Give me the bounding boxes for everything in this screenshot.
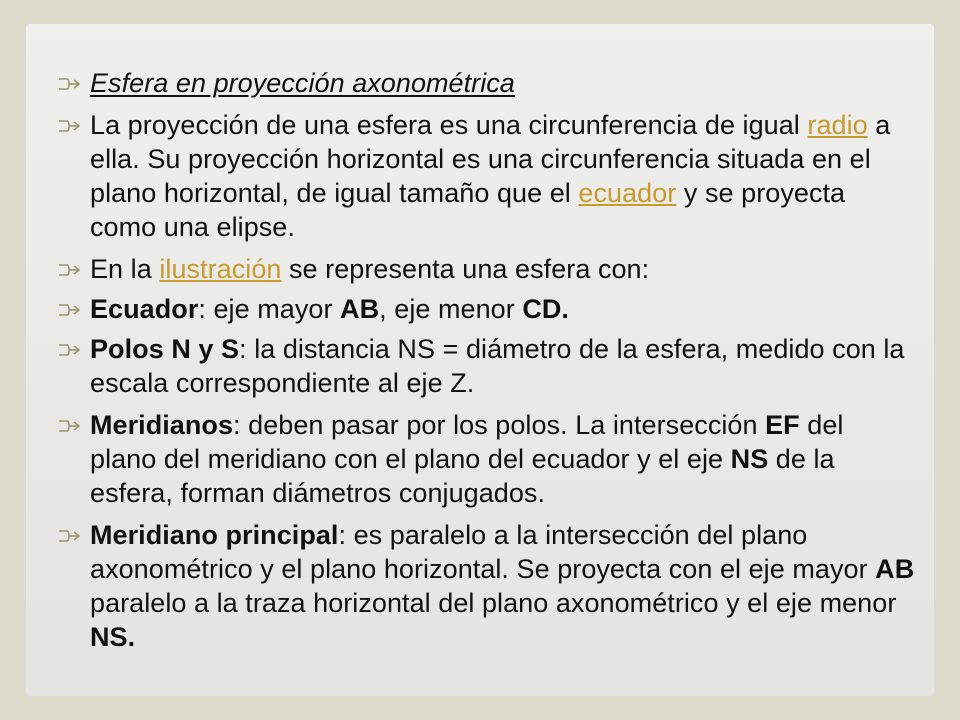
bullet-title [56,66,916,100]
scroll-bullet-icon [56,527,82,545]
bullet-ecuador [56,292,916,326]
bullet-meridiano-principal [56,518,916,654]
term-meridiano-principal: Meridiano principal [90,520,339,550]
term-ns: NS. [90,622,136,652]
text-segment: : deben pasar por los polos. La intersección [233,410,766,440]
bullet-illustration [56,252,916,286]
text-segment: : es paralelo a la intersección del plano axonométrico y el plano horizontal. Se proyecta con el eje mayor [90,520,876,584]
scroll-bullet-icon [56,301,82,319]
scroll-bullet-icon [56,75,82,93]
scroll-bullet-icon [56,261,82,279]
text-segment: paralelo a la traza horizontal del plano axonométrico y el eje menor [90,588,897,618]
section-title: Esfera en proyección axonométrica [90,68,515,98]
scroll-bullet-icon [56,117,82,135]
bullet-meridianos [56,408,916,510]
text-segment: y se proyecta como una elipse. [90,178,846,242]
slide-content [56,66,916,662]
text-segment: En la [90,254,160,284]
text-segment: : eje mayor [198,294,341,324]
scroll-bullet-icon [56,341,82,359]
term-meridianos: Meridianos [90,410,234,440]
term-ef: EF [765,410,800,440]
link-ecuador[interactable]: ecuador [578,178,677,208]
bullet-polos [56,332,916,400]
term-cd: CD. [522,294,569,324]
text-segment: a ella. Su proyección horizontal es una circunferencia situada en el plano horizontal, de igual tamaño que el [90,110,891,208]
scroll-bullet-icon [56,417,82,435]
text-segment: se representa una esfera con: [281,254,650,284]
text-segment: del plano del meridiano con el plano del ecuador y el eje [90,410,844,474]
term-polos: Polos N y S [90,334,240,364]
link-ilustracion[interactable]: ilustración [159,254,282,284]
term-ab: AB [875,554,915,584]
text-segment: de la esfera, forman diámetros conjugados. [90,444,835,508]
term-ns: NS [730,444,769,474]
text-segment: , eje menor [379,294,523,324]
text-segment: La proyección de una esfera es una circunferencia de igual [90,110,808,140]
text-segment: : la distancia NS = diámetro de la esfera, medido con la escala correspondiente al eje Z. [90,334,905,398]
term-ecuador: Ecuador [90,294,199,324]
term-ab: AB [340,294,380,324]
link-radio[interactable]: radio [807,110,868,140]
bullet-projection [56,108,916,244]
